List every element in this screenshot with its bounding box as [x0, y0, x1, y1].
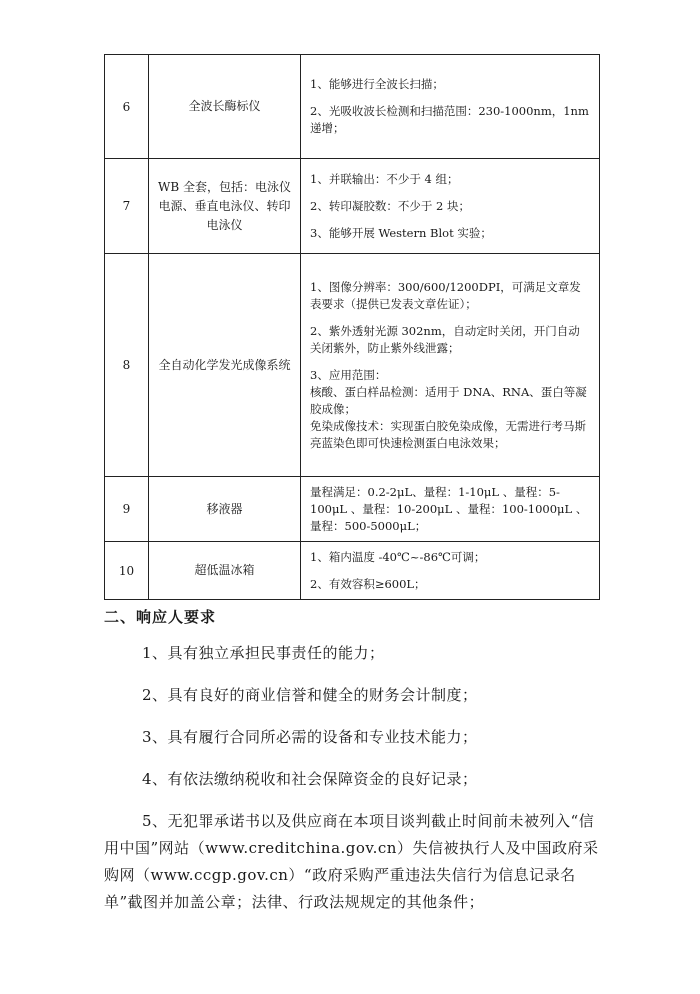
row-number: 10: [105, 542, 149, 600]
table-row: [105, 542, 600, 600]
table-row: [105, 55, 600, 159]
equipment-spec: [301, 477, 600, 542]
spec-line: 免染成像技术：实现蛋白胶免染成像，无需进行考马斯亮蓝染色即可快速检测蛋白电泳效果；: [310, 418, 586, 450]
table-row: [105, 159, 600, 254]
spec-line: 1、并联输出：不少于 4 组；: [310, 171, 459, 186]
row-number: 7: [105, 159, 149, 254]
row-number: 9: [105, 477, 149, 542]
list-item: 2、具有良好的商业信誉和健全的财务会计制度；: [142, 686, 478, 704]
row-number: 8: [105, 254, 149, 477]
spec-line: 2、紫外透射光源 302nm，自动定时关闭，开门自动关闭紫外，防止紫外线泄露；: [310, 323, 580, 355]
spec-line: 2、转印凝胶数：不少于 2 块；: [310, 198, 470, 213]
table-row: [105, 477, 600, 542]
spec-line: 3、应用范围：: [310, 367, 387, 382]
equipment-name: WB 全套，包括：电泳仪电源、垂直电泳仪、转印电泳仪: [149, 159, 301, 254]
list-item: 1、具有独立承担民事责任的能力；: [142, 644, 385, 662]
equipment-name: 超低温冰箱: [149, 542, 301, 600]
row-number: 6: [105, 55, 149, 159]
equipment-spec: [301, 159, 600, 254]
section-heading: 二、响应人要求: [104, 608, 217, 626]
spec-line: 核酸、蛋白样品检测：适用于 DNA、RNA、蛋白等凝胶成像；: [310, 384, 587, 416]
spec-line: 1、箱内温度 -40℃~-86℃可调；: [310, 549, 486, 564]
spec-line: 2、光吸收波长检测和扫描范围：230-1000nm，1nm 递增；: [310, 104, 589, 135]
list-item: 3、具有履行合同所必需的设备和专业技术能力；: [142, 728, 478, 746]
list-item: 5、无犯罪承诺书以及供应商在本项目谈判截止时间前未被列入“信用中国”网站（www.creditchina.gov.cn）失信被执行人及中国政府采购网（www.ccgp.gov.cn）“政府采购严重违法失信行为信息记录名单”截图并加盖公章；法律、行政法规规定的其他条件；: [104, 812, 599, 911]
table-row: [105, 254, 600, 477]
equipment-name: 全自动化学发光成像系统: [149, 254, 301, 477]
equipment-spec: [301, 254, 600, 477]
requirements-list: [104, 640, 599, 931]
spec-line: 量程满足：0.2-2μL、量程：1-10μL 、量程：5-100μL 、量程：10-200μL 、量程：100-1000μL 、量程：500-5000μL；: [310, 484, 588, 533]
spec-line: 1、图像分辨率：300/600/1200DPI，可满足文章发表要求（提供已发表文章佐证）；: [310, 279, 581, 311]
equipment-spec-table: [104, 54, 600, 600]
spec-line: 1、能够进行全波长扫描；: [310, 77, 444, 91]
list-item: 4、有依法缴纳税收和社会保障资金的良好记录；: [142, 770, 478, 788]
spec-line: 3、能够开展 Western Blot 实验；: [310, 225, 492, 240]
equipment-name: 全波长酶标仪: [149, 55, 301, 159]
spec-line: 2、有效容积≥600L；: [310, 576, 426, 591]
equipment-name: 移液器: [149, 477, 301, 542]
equipment-spec: [301, 55, 600, 159]
equipment-spec: [301, 542, 600, 600]
